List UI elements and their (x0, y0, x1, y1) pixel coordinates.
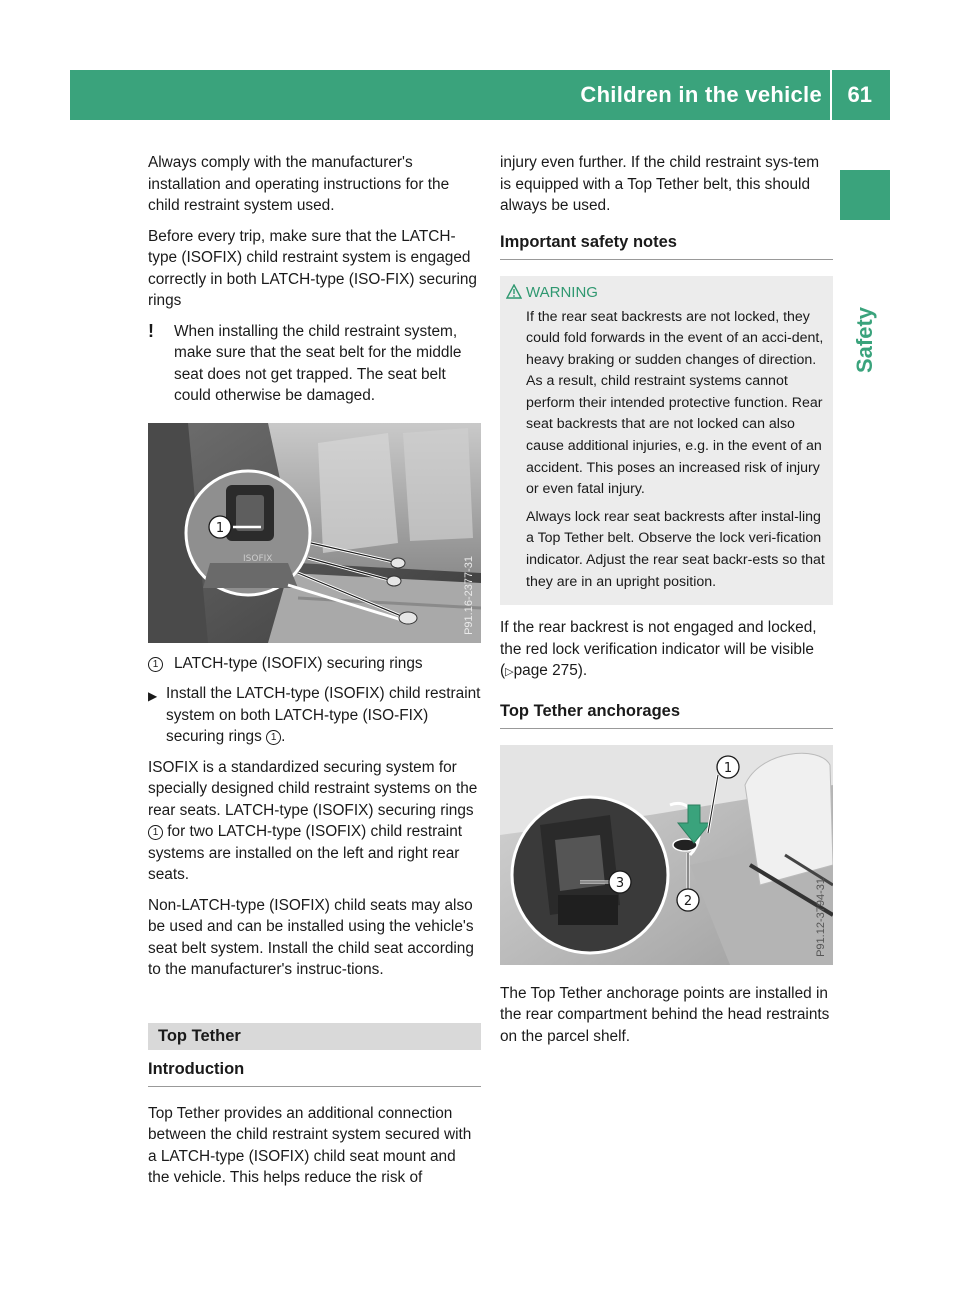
figure-code: P91.12-3794-31 (815, 877, 827, 957)
instruction-step: ▶ Install the LATCH-type (ISOFIX) child restraint system on both LATCH-type (ISO-FIX) securing rings 1 . (148, 683, 481, 748)
subheading: Introduction (148, 1060, 481, 1087)
notice-icon: ! (148, 320, 154, 341)
callout-1: 1 (215, 520, 225, 536)
paragraph: injury even further. If the child restraint sys-tem is equipped with a Top Tether belt, this should always be used. (500, 154, 820, 214)
legend-text: LATCH-type (ISOFIX) securing rings (174, 654, 423, 672)
figure-legend (148, 653, 481, 675)
paragraph: Top Tether provides an additional connection between the child restraint system secured with a LATCH-type (ISOFIX) child seat mount and the vehicle. This helps reduce the risk of (148, 1104, 472, 1186)
warning-text: Always lock rear seat backrests after instal-ling a Top Tether belt. Observe the lock veri-fication indicator. Adjust the rear seat backr-ests so that they are in an upright position. (526, 508, 825, 590)
top-tether-figure (500, 745, 833, 965)
page-ref-arrow-icon: ▷ (505, 666, 514, 679)
right-column (500, 152, 833, 1056)
notice (148, 321, 481, 407)
callout-2: 2 (683, 893, 693, 909)
paragraph: Before every trip, make sure that the LATCH-type (ISOFIX) child restraint system is engaged correctly in both LATCH-type (ISO-FIX) securing rings (148, 227, 477, 309)
warning-title: WARNING (526, 284, 825, 301)
ref-1: 1 (148, 825, 163, 840)
isofix-tag: ISOFIX (243, 553, 273, 564)
side-tab-marker (840, 170, 890, 220)
isofix-illustration (148, 423, 481, 643)
paragraph: The Top Tether anchorage points are installed in the rear compartment behind the head restraints on the parcel shelf. (500, 984, 830, 1045)
top-tether-illustration (500, 745, 833, 965)
page-number: 61 (847, 82, 872, 107)
left-column (148, 152, 481, 1198)
section-heading: Top Tether (148, 1023, 481, 1050)
legend-number-1: 1 (148, 657, 163, 672)
step-arrow-icon: ▶ (148, 689, 158, 703)
warning-text: If the rear seat backrests are not locked, they could fold forwards in the event of an acci-dent, heavy braking or sudden changes of direction. As a result, child restraint systems cannot perform their intended protective function. Rear seat backrests that are not locked can also cause additional injuries, e.g. in the event of an accident. This poses an increased risk of injury or even fatal injury. (526, 308, 824, 498)
notice-text: When installing the child restraint system, make sure that the seat belt for the middle seat does not get trapped. The seat belt could otherwise be damaged. (174, 322, 462, 404)
paragraph: If the rear backrest is not engaged and locked, the red lock verification indicator will be visible (▷page 275). (500, 619, 817, 680)
warning-triangle-icon (506, 284, 522, 299)
subheading: Important safety notes (500, 233, 833, 260)
header-title: Children in the vehicle (580, 82, 822, 107)
isofix-figure (148, 423, 481, 643)
step-ref-1: 1 (266, 730, 281, 745)
paragraph: ISOFIX is a standardized securing system for specially designed child restraint systems on the rear seats. LATCH-type (ISOFIX) securing rings 1 for two LATCH-type (ISOFIX) child restraint systems are installed on the left and right rear seats. (148, 758, 478, 883)
figure-code: P91.16-2377-31 (463, 555, 475, 635)
subheading: Top Tether anchorages (500, 702, 833, 729)
side-section-label: Safety (852, 306, 877, 374)
step-text: Install the LATCH-type (ISOFIX) child restraint system on both LATCH-type (ISO-FIX) securing rings (166, 685, 481, 745)
callout-1: 1 (723, 760, 733, 776)
header-separator (830, 70, 832, 120)
page-header (70, 70, 890, 120)
paragraph: Always comply with the manufacturer's installation and operating instructions for the child restraint system used. (148, 154, 450, 214)
warning-box (500, 276, 833, 606)
callout-3: 3 (615, 875, 625, 891)
paragraph: Non-LATCH-type (ISOFIX) child seats may also be used and can be installed using the vehicle's seat belt system. Install the child seat according to the manufacturer's instruc-tions. (148, 896, 474, 978)
